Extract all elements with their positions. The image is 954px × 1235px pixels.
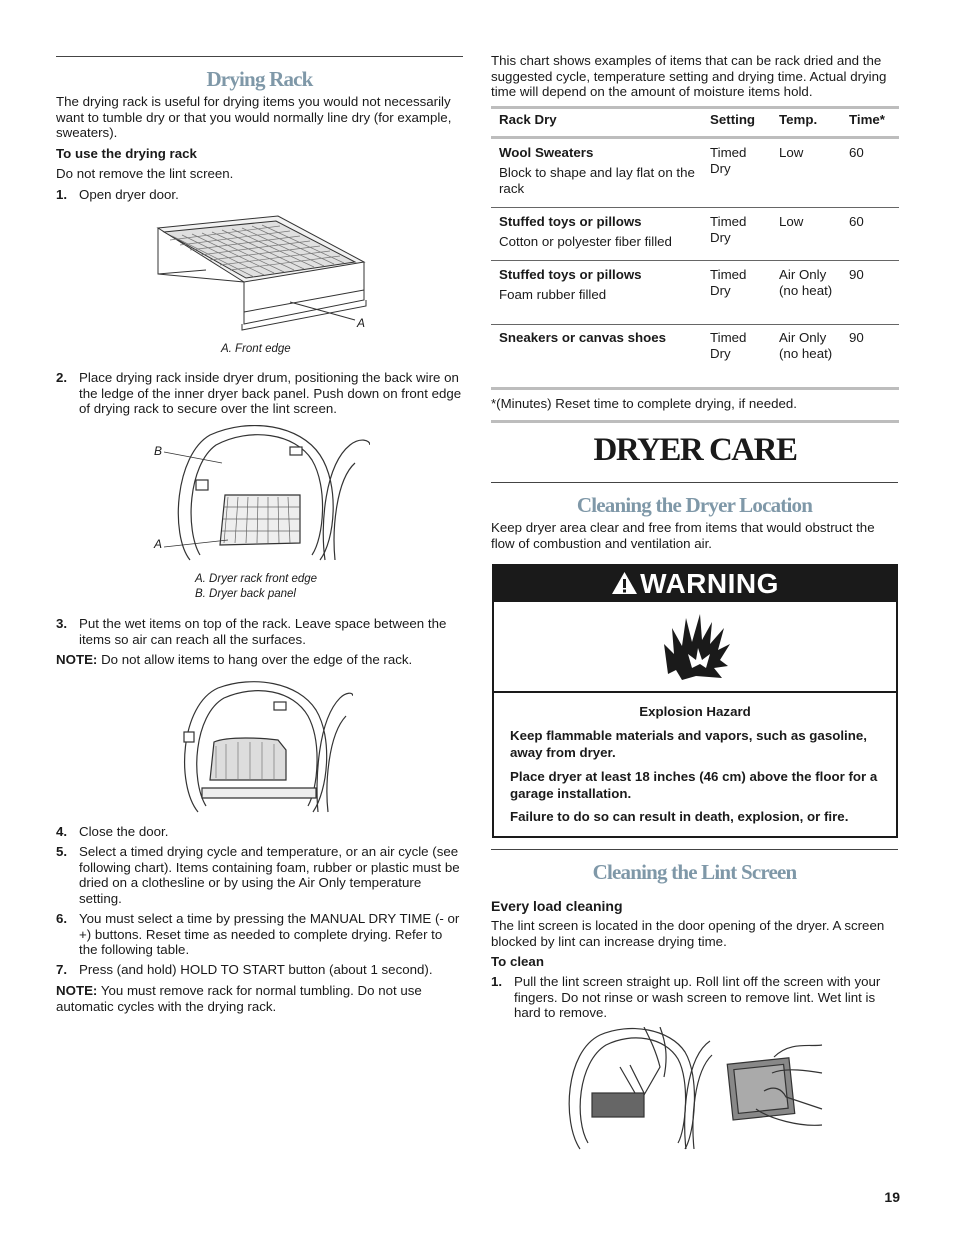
row-detail: Block to shape and lay flat on the rack [499,165,695,196]
chart-intro: This chart shows examples of items that can be rack dried and the suggested cycle, temperature setting and drying time. Actual drying time will depend on the amount of moisture items hold. [491,53,887,100]
row-detail: Cotton or polyester fiber filled [499,234,672,249]
fig2-label-b: B [154,444,163,458]
warning-box [492,564,898,838]
lint-screen-illustration [560,1027,830,1152]
header-bottom-rule [491,136,899,139]
location-rule [491,482,898,483]
note-label: NOTE: [56,652,98,667]
to-clean-heading: To clean [491,954,544,969]
cleaning-location-title: Cleaning the Dryer Location [576,493,813,517]
table-header-row [491,112,899,135]
fig2-caption-b: B. Dryer back panel [195,588,296,600]
col-header: Rack Dry [499,112,557,127]
warning-hazard: Explosion Hazard [639,704,751,719]
step-text: Open dryer door. [79,187,179,202]
step-number: 1. [491,974,503,989]
col-header: Temp. [779,112,818,127]
drying-rack-title: Drying Rack [206,67,313,91]
row-temp: Air Only (no heat) [779,330,833,361]
rack-in-drum-illustration [150,425,370,565]
col-header: Time* [849,112,885,127]
row-time: 90 [849,267,864,282]
row-setting: Timed Dry [710,330,747,361]
row-time: 60 [849,214,864,229]
row-temp: Air Only (no heat) [779,267,833,298]
warning-triangle-icon [611,571,638,595]
warning-line: Failure to do so can result in death, explosion, or fire. [510,809,849,824]
fig2-caption-a: A. Dryer rack front edge [195,573,318,585]
step-number: 7. [56,962,68,977]
note-label: NOTE: [56,983,98,998]
page-number: 19 [884,1189,900,1205]
step-text: Pull the lint screen straight up. Roll lint off the screen with your fingers. Do not rinse or wash screen to remove lint. Wet lint is hard to remove. [514,974,881,1021]
row-temp: Low [779,214,804,229]
row-time: 60 [849,145,864,160]
warning-header [494,566,896,602]
fig1-caption: A. Front edge [221,343,291,355]
lint-text: The lint screen is located in the door opening of the dryer. A screen blocked by lint can increase drying time. [491,918,885,949]
note-remove-rack [56,983,466,1014]
explosion-icon [662,614,732,680]
row-divider [491,207,899,208]
table-top-rule [491,106,899,109]
step-number: 2. [56,370,68,385]
row-temp: Low [779,145,804,160]
fig2-label-a: A [154,537,163,551]
warning-line: Place dryer at least 18 inches (46 cm) above the floor for a garage installation. [510,769,878,801]
wet-items-illustration [168,680,353,815]
step-number: 3. [56,616,68,631]
drying-rack-intro: The drying rack is useful for drying items you would not necessarily want to tumble dry or that you would normally line dry (for example, sweaters). [56,94,452,141]
drying-rack-illustration [150,212,370,337]
step-number: 6. [56,911,68,926]
every-load-heading: Every load cleaning [491,898,623,914]
row-divider [491,260,899,261]
row-item: Wool Sweaters [499,145,594,160]
row-item: Stuffed toys or pillows [499,267,642,282]
table-bottom-rule [491,387,899,390]
step-text: Press (and hold) HOLD TO START button (about 1 second). [79,962,433,977]
step-number: 5. [56,844,68,859]
dryer-care-title: DRYER CARE [593,432,797,468]
cleaning-lint-title: Cleaning the Lint Screen [592,860,797,884]
step-text: Select a timed drying cycle and temperature, or an air cycle (see following chart). Items containing foam, rubber or plastic must be dried on a clothesline or by using the Air Only temperature setting. [79,844,460,906]
lint-rule [491,849,898,850]
note-text: Do not allow items to hang over the edge of the rack. [97,652,413,667]
table-footnote: *(Minutes) Reset time to complete drying, if needed. [491,396,797,411]
step-text: Close the door. [79,824,169,839]
dryer-care-top-rule [491,420,899,423]
fig1-label-a: A [357,316,366,330]
step-text: You must select a time by pressing the MANUAL DRY TIME (- or +) buttons. Reset time as needed to complete drying. Refer to the following table. [79,911,460,958]
note-text: You must remove rack for normal tumbling. Do not use automatic cycles with the drying rack. [56,983,422,1014]
row-setting: Timed Dry [710,145,747,176]
row-setting: Timed Dry [710,214,747,245]
do-not-remove-text: Do not remove the lint screen. [56,166,234,181]
warning-line: Keep flammable materials and vapors, such as gasoline, away from dryer. [510,728,867,760]
step-number: 1. [56,187,68,202]
row-detail: Foam rubber filled [499,287,607,302]
step-number: 4. [56,824,68,839]
table-row [491,145,899,205]
row-item: Sneakers or canvas shoes [499,330,667,345]
location-text: Keep dryer area clear and free from items that would obstruct the flow of combustion and ventilation air. [491,520,875,551]
warning-label: WARNING [640,568,779,599]
table-row [491,267,899,319]
table-row [491,330,899,382]
step-text: Place drying rack inside dryer drum, positioning the back wire on the ledge of the inner dryer back panel. Push down on front edge of drying rack to secure over the lint screen. [79,370,462,417]
row-time: 90 [849,330,864,345]
rack-dry-table [491,112,899,135]
row-setting: Timed Dry [710,267,747,298]
warning-divider [494,691,896,693]
row-divider [491,324,899,325]
row-item: Stuffed toys or pillows [499,214,642,229]
table-row [491,214,899,256]
top-rule-left [56,56,463,57]
note-hang-over [56,652,466,668]
col-header: Setting [710,112,756,127]
step-text: Put the wet items on top of the rack. Leave space between the items so air can reach all the surfaces. [79,616,447,647]
to-use-heading: To use the drying rack [56,146,197,161]
